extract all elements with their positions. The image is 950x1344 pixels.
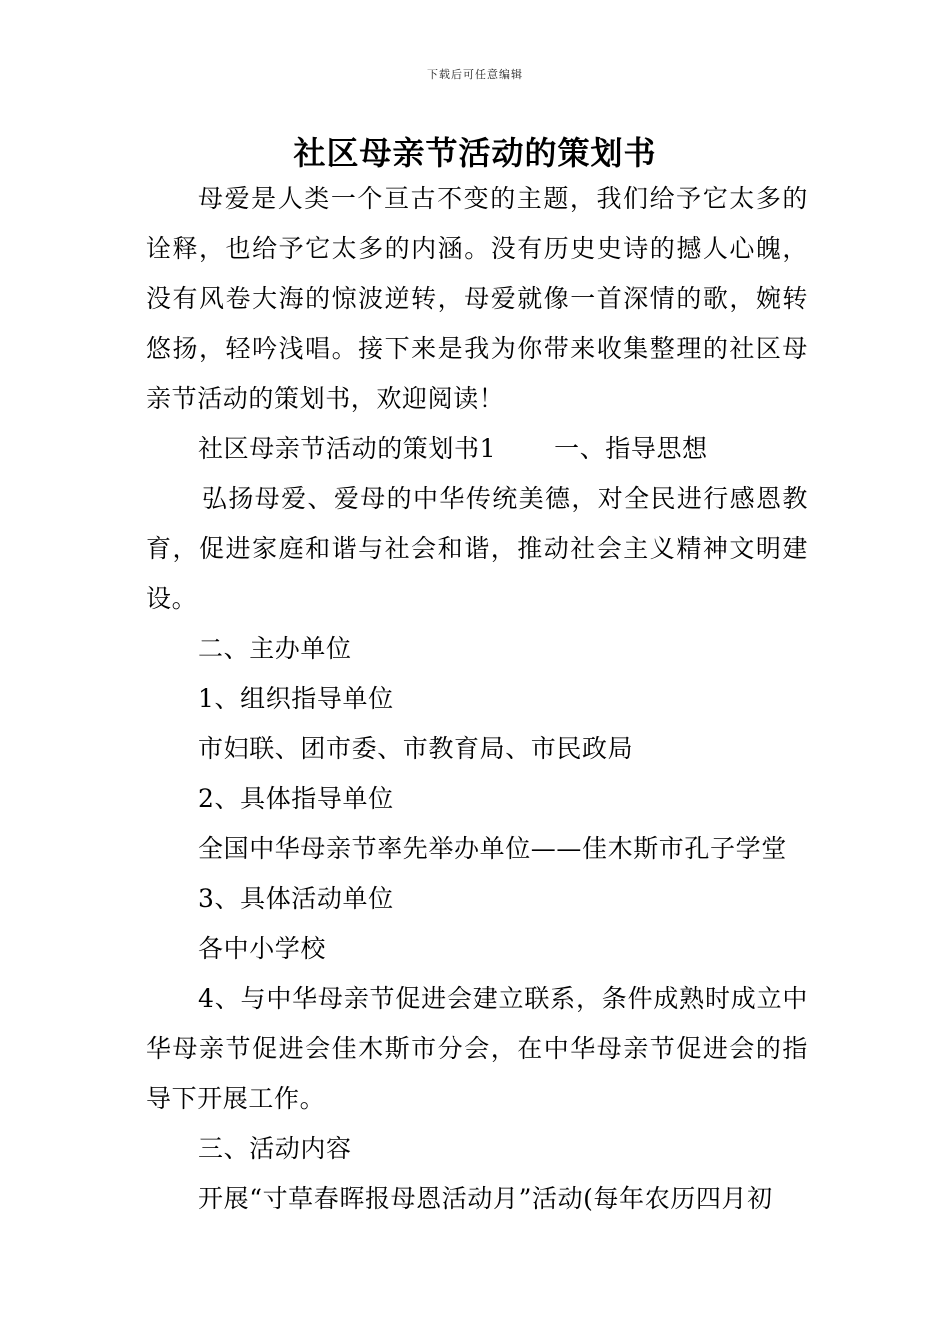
sub3-heading: 3、具体活动单位	[198, 884, 394, 913]
plan-heading-line	[146, 424, 808, 474]
section3-heading: 三、活动内容	[198, 1134, 352, 1163]
document-body	[146, 174, 808, 1224]
plan-label: 社区母亲节活动的策划书1	[198, 434, 497, 463]
sub1-heading: 1、组织指导单位	[198, 684, 394, 713]
section1-body: 弘扬母爱、爱母的中华传统美德，对全民进行感恩教育，促进家庭和谐与社会和谐，推动社会主义精神文明建设。	[146, 484, 808, 613]
sub1-body: 市妇联、团市委、市教育局、市民政局	[198, 734, 634, 763]
sub2-heading: 2、具体指导单位	[198, 784, 394, 813]
section1-heading: 一、指导思想	[554, 434, 708, 463]
intro-paragraph: 母爱是人类一个亘古不变的主题，我们给予它太多的诠释，也给予它太多的内涵。没有历史史诗的撼人心魄，没有风卷大海的惊波逆转，母爱就像一首深情的歌，婉转悠扬，轻吟浅唱。接下来是我为你带来收集整理的社区母亲节活动的策划书，欢迎阅读！	[146, 184, 808, 413]
header-note: 下载后可任意编辑	[427, 68, 523, 81]
document-title: 社区母亲节活动的策划书	[293, 134, 657, 172]
sub2-body: 全国中华母亲节率先举办单位——佳木斯市孔子学堂	[198, 834, 787, 863]
section2-heading: 二、主办单位	[198, 634, 352, 663]
sub4-paragraph: 4、与中华母亲节促进会建立联系，条件成熟时成立中华母亲节促进会佳木斯市分会，在中华母亲节促进会的指导下开展工作。	[146, 984, 808, 1113]
section3-body: 开展“寸草春晖报母恩活动月”活动(每年农历四月初	[198, 1184, 773, 1213]
sub3-body: 各中小学校	[198, 934, 327, 963]
